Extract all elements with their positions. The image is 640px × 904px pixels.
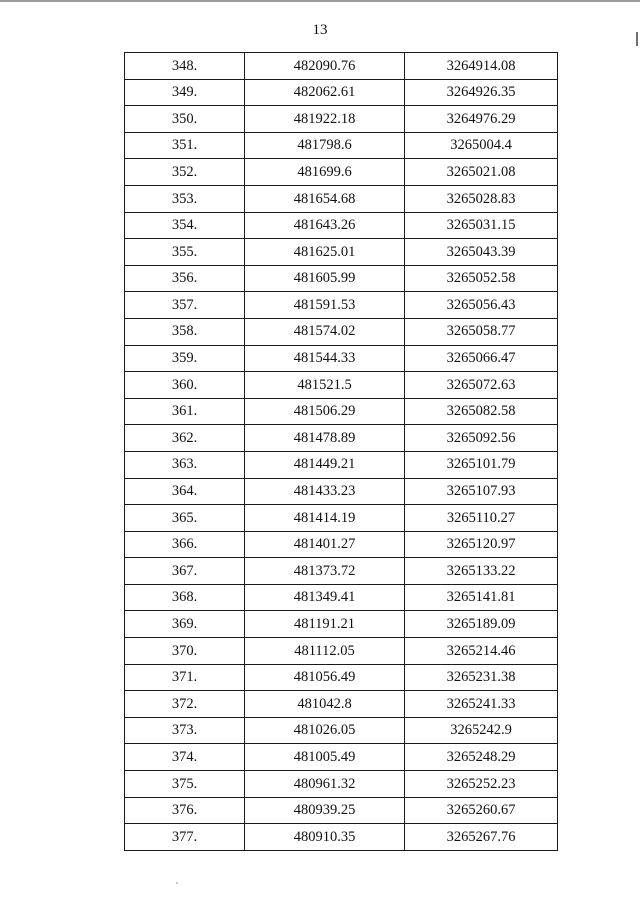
point-number-cell: 360. <box>125 372 245 399</box>
y-coordinate-cell: 3265252.23 <box>405 771 558 798</box>
point-number-cell: 350. <box>125 106 245 133</box>
table-row <box>125 53 558 80</box>
x-coordinate-cell: 481798.6 <box>245 132 405 159</box>
x-coordinate-cell: 481574.02 <box>245 318 405 345</box>
x-coordinate-cell: 481026.05 <box>245 717 405 744</box>
table-row <box>125 345 558 372</box>
point-number-cell: 367. <box>125 558 245 585</box>
x-coordinate-cell: 481042.8 <box>245 691 405 718</box>
x-coordinate-cell: 481654.68 <box>245 185 405 212</box>
point-number-cell: 363. <box>125 451 245 478</box>
table-row <box>125 505 558 532</box>
y-coordinate-cell: 3264926.35 <box>405 79 558 106</box>
point-number-cell: 376. <box>125 797 245 824</box>
table-row <box>125 664 558 691</box>
point-number-cell: 377. <box>125 824 245 851</box>
point-number-cell: 374. <box>125 744 245 771</box>
x-coordinate-cell: 482062.61 <box>245 79 405 106</box>
point-number-cell: 354. <box>125 212 245 239</box>
table-row <box>125 824 558 851</box>
x-coordinate-cell: 482090.76 <box>245 53 405 80</box>
y-coordinate-cell: 3265031.15 <box>405 212 558 239</box>
x-coordinate-cell: 481544.33 <box>245 345 405 372</box>
table-row <box>125 558 558 585</box>
x-coordinate-cell: 481112.05 <box>245 638 405 665</box>
y-coordinate-cell: 3265066.47 <box>405 345 558 372</box>
table-row <box>125 372 558 399</box>
point-number-cell: 349. <box>125 79 245 106</box>
table-row <box>125 451 558 478</box>
point-number-cell: 364. <box>125 478 245 505</box>
y-coordinate-cell: 3265107.93 <box>405 478 558 505</box>
point-number-cell: 375. <box>125 771 245 798</box>
point-number-cell: 365. <box>125 505 245 532</box>
page-number: 13 <box>312 22 328 38</box>
x-coordinate-cell: 481349.41 <box>245 584 405 611</box>
point-number-cell: 372. <box>125 691 245 718</box>
table-row <box>125 292 558 319</box>
x-coordinate-cell: 481005.49 <box>245 744 405 771</box>
y-coordinate-cell: 3265082.58 <box>405 398 558 425</box>
x-coordinate-cell: 481056.49 <box>245 664 405 691</box>
x-coordinate-cell: 481401.27 <box>245 531 405 558</box>
x-coordinate-cell: 481414.19 <box>245 505 405 532</box>
table-row <box>125 132 558 159</box>
x-coordinate-cell: 481373.72 <box>245 558 405 585</box>
table-row <box>125 611 558 638</box>
page-top-edge <box>0 0 640 2</box>
y-coordinate-cell: 3264976.29 <box>405 106 558 133</box>
y-coordinate-cell: 3265260.67 <box>405 797 558 824</box>
y-coordinate-cell: 3265004.4 <box>405 132 558 159</box>
x-coordinate-cell: 481643.26 <box>245 212 405 239</box>
table-row <box>125 185 558 212</box>
point-number-cell: 359. <box>125 345 245 372</box>
y-coordinate-cell: 3265101.79 <box>405 451 558 478</box>
table-row <box>125 744 558 771</box>
table-row <box>125 425 558 452</box>
point-number-cell: 352. <box>125 159 245 186</box>
y-coordinate-cell: 3265267.76 <box>405 824 558 851</box>
y-coordinate-cell: 3265189.09 <box>405 611 558 638</box>
x-coordinate-cell: 481433.23 <box>245 478 405 505</box>
x-coordinate-cell: 481922.18 <box>245 106 405 133</box>
table-row <box>125 771 558 798</box>
y-coordinate-cell: 3265133.22 <box>405 558 558 585</box>
table-row <box>125 106 558 133</box>
x-coordinate-cell: 481449.21 <box>245 451 405 478</box>
point-number-cell: 371. <box>125 664 245 691</box>
point-number-cell: 373. <box>125 717 245 744</box>
x-coordinate-cell: 481191.21 <box>245 611 405 638</box>
point-number-cell: 356. <box>125 265 245 292</box>
y-coordinate-cell: 3265214.46 <box>405 638 558 665</box>
x-coordinate-cell: 481506.29 <box>245 398 405 425</box>
x-coordinate-cell: 481591.53 <box>245 292 405 319</box>
y-coordinate-cell: 3265058.77 <box>405 318 558 345</box>
point-number-cell: 369. <box>125 611 245 638</box>
x-coordinate-cell: 481478.89 <box>245 425 405 452</box>
table-row <box>125 318 558 345</box>
point-number-cell: 370. <box>125 638 245 665</box>
y-coordinate-cell: 3265052.58 <box>405 265 558 292</box>
table-row <box>125 79 558 106</box>
x-coordinate-cell: 480910.35 <box>245 824 405 851</box>
x-coordinate-cell: 481521.5 <box>245 372 405 399</box>
coordinate-table <box>124 52 558 851</box>
point-number-cell: 358. <box>125 318 245 345</box>
y-coordinate-cell: 3265110.27 <box>405 505 558 532</box>
y-coordinate-cell: 3265028.83 <box>405 185 558 212</box>
point-number-cell: 357. <box>125 292 245 319</box>
point-number-cell: 362. <box>125 425 245 452</box>
table-row <box>125 531 558 558</box>
y-coordinate-cell: 3265056.43 <box>405 292 558 319</box>
scan-speck <box>176 882 178 884</box>
point-number-cell: 355. <box>125 239 245 266</box>
y-coordinate-cell: 3265021.08 <box>405 159 558 186</box>
y-coordinate-cell: 3265231.38 <box>405 664 558 691</box>
table-row <box>125 398 558 425</box>
y-coordinate-cell: 3265241.33 <box>405 691 558 718</box>
table-row <box>125 638 558 665</box>
point-number-cell: 366. <box>125 531 245 558</box>
x-coordinate-cell: 481625.01 <box>245 239 405 266</box>
table-row <box>125 797 558 824</box>
table-row <box>125 691 558 718</box>
table-row <box>125 478 558 505</box>
y-coordinate-cell: 3265120.97 <box>405 531 558 558</box>
y-coordinate-cell: 3264914.08 <box>405 53 558 80</box>
point-number-cell: 361. <box>125 398 245 425</box>
y-coordinate-cell: 3265092.56 <box>405 425 558 452</box>
point-number-cell: 348. <box>125 53 245 80</box>
table-row <box>125 212 558 239</box>
y-coordinate-cell: 3265043.39 <box>405 239 558 266</box>
y-coordinate-cell: 3265072.63 <box>405 372 558 399</box>
coordinate-table-body <box>125 53 558 851</box>
y-coordinate-cell: 3265242.9 <box>405 717 558 744</box>
table-row <box>125 239 558 266</box>
x-coordinate-cell: 481605.99 <box>245 265 405 292</box>
x-coordinate-cell: 480961.32 <box>245 771 405 798</box>
table-row <box>125 265 558 292</box>
point-number-cell: 351. <box>125 132 245 159</box>
x-coordinate-cell: 481699.6 <box>245 159 405 186</box>
table-row <box>125 717 558 744</box>
y-coordinate-cell: 3265248.29 <box>405 744 558 771</box>
point-number-cell: 353. <box>125 185 245 212</box>
table-row <box>125 159 558 186</box>
y-coordinate-cell: 3265141.81 <box>405 584 558 611</box>
point-number-cell: 368. <box>125 584 245 611</box>
table-row <box>125 584 558 611</box>
x-coordinate-cell: 480939.25 <box>245 797 405 824</box>
